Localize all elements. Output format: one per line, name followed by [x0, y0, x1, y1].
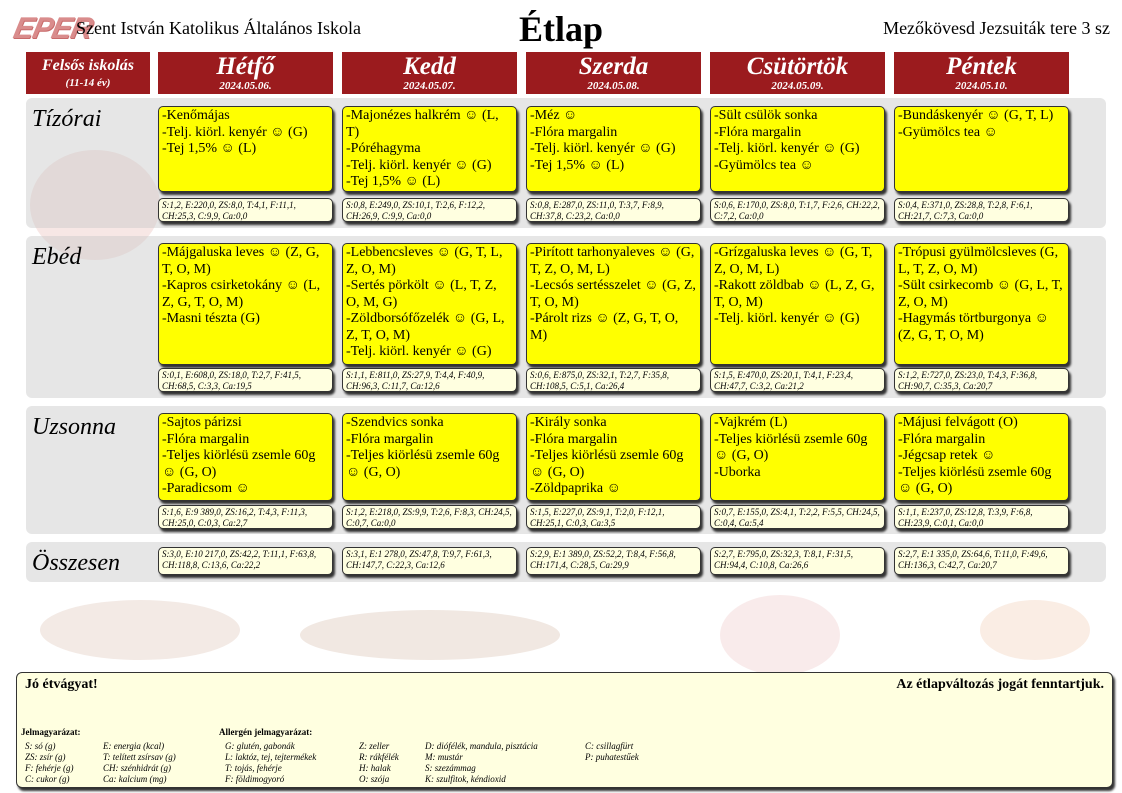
meal-item: -Gyümölcs tea ☺: [714, 157, 814, 173]
meal-item: -Lecsós sertésszelet ☺ (G, Z, T, O, M): [530, 278, 696, 310]
allergen-item: K: szulfitok, kéndioxid: [425, 774, 506, 784]
total-nutrition-box: S:2,7, E:1 335,0, ZS:64,6, T:11,0, F:49,6, CH:136,3, C:42,7, Ca:20,7: [894, 547, 1069, 575]
nutrition-box: S:1,2, E:218,0, ZS:9,9, T:2,6, F:8,3, CH:24,5, C:0,7, Ca:0,0: [342, 505, 517, 529]
meal-item: -Sajtos párizsi: [162, 415, 242, 430]
total-nutrition-box: S:3,1, E:1 278,0, ZS:47,8, T:9,7, F:61,3, CH:147,7, C:22,3, Ca:12,6: [342, 547, 517, 575]
meal-item: -Párolt rizs ☺ (Z, G, T, O, M): [530, 311, 679, 343]
meal-item: -Szendvics sonka: [346, 415, 444, 430]
meal-box: [894, 106, 1069, 192]
nutrition-box: S:0,4, E:371,0, ZS:28,8, T:2,8, F:6,1, CH:21,7, C:7,3, Ca:0,0: [894, 198, 1069, 222]
school-name: Szent István Katolikus Általános Iskola: [76, 18, 361, 38]
meal-item: -Telj. kiörl. kenyér ☺ (G): [346, 157, 492, 173]
meal-box: [342, 106, 517, 192]
allergen-item: P: puhatestűek: [585, 752, 639, 762]
day-name: Kedd: [403, 53, 456, 80]
nutrition-box: S:1,5, E:227,0, ZS:9,1, T:2,0, F:12,1, CH:25,1, C:0,3, Ca:3,5: [526, 505, 701, 529]
allergen-item: H: halak: [359, 763, 391, 773]
nutrition-box: S:0,7, E:155,0, ZS:4,1, T:2,2, F:5,5, CH:24,5, C:0,4, Ca:5,4: [710, 505, 885, 529]
meal-item: -Flóra margalin: [162, 431, 250, 447]
total-nutrition-box: S:3,0, E:10 217,0, ZS:42,2, T:11,1, F:63,8, CH:118,8, C:13,6, Ca:22,2: [158, 547, 333, 575]
meal-item: -Grízgaluska leves ☺ (G, T, Z, O, M, L): [714, 245, 873, 277]
day-name: Szerda: [578, 53, 649, 80]
greeting-text: Jó étvágyat!: [25, 677, 98, 692]
day-header-friday: [894, 52, 1069, 94]
legend-column: [25, 741, 73, 785]
meal-item: -Teljes kiörlésü zsemle 60g ☺ (G, O): [346, 448, 500, 480]
meal-item: -Sült csirkecomb ☺ (G, L, T, Z, O, M): [898, 278, 1063, 310]
nutrition-box: S:1,2, E:727,0, ZS:23,0, T:4,3, F:36,8, CH:90,7, C:35,3, Ca:20,7: [894, 368, 1069, 392]
age-range: (11-14 év): [65, 77, 111, 89]
meal-item: -Masni tészta (G): [162, 311, 260, 326]
meal-item: -Póréhagyma: [346, 141, 421, 156]
meal-box: [710, 413, 885, 501]
meal-item: -Telj. kiörl. kenyér ☺ (G): [714, 311, 860, 326]
meal-item: -Vajkrém (L): [714, 415, 788, 430]
meal-item: -Flóra margalin: [898, 431, 986, 447]
meal-item: -Tej 1,5% ☺ (L): [162, 141, 257, 156]
background-food-image: [300, 610, 560, 660]
logo-text: EPER: [10, 12, 96, 45]
meal-item: -Majonézes halkrém ☺ (L, T): [346, 108, 499, 140]
allergen-item: D: diófélék, mandula, pisztácia: [425, 741, 538, 751]
meal-item: -Trópusi gyülmölcsleves (G, L, T, Z, O, M): [898, 245, 1059, 277]
allergen-column: [425, 741, 538, 785]
meal-item: -Májusi felvágott (O): [898, 415, 1018, 430]
day-name: Csütörtök: [746, 53, 849, 80]
nutrition-box: S:1,1, E:237,0, ZS:12,8, T:3,9, F:6,8, CH:23,9, C:0,1, Ca:0,0: [894, 505, 1069, 529]
nutrition-box: S:1,1, E:811,0, ZS:27,9, T:4,4, F:40,9, CH:96,3, C:11,7, Ca:12,6: [342, 368, 517, 392]
meal-item: -Gyümölcs tea ☺: [898, 124, 998, 140]
allergen-item: M: mustár: [425, 752, 463, 762]
meal-item: -Flóra margalin: [530, 124, 618, 140]
footer-panel: [16, 672, 1113, 788]
background-food-image: [980, 600, 1090, 660]
day-header-thursday: [710, 52, 885, 94]
total-nutrition-box: S:2,7, E:795,0, ZS:32,3, T:8,1, F:31,5, CH:94,4, C:10,8, Ca:26,6: [710, 547, 885, 575]
legend-column: [103, 741, 176, 785]
disclaimer-text: Az étlapváltozás jogát fenntartjuk.: [896, 677, 1104, 692]
nutrition-box: S:1,6, E:9 389,0, ZS:16,2, T:4,3, F:11,3, CH:25,0, C:0,3, Ca:2,7: [158, 505, 333, 529]
allergen-column: [585, 741, 639, 763]
allergen-item: O: szója: [359, 774, 390, 784]
nutrition-box: S:0,8, E:249,0, ZS:10,1, T:2,6, F:12,2, CH:26,9, C:9,9, Ca:0,0: [342, 198, 517, 222]
day-header-tuesday: [342, 52, 517, 94]
legend-item: F: fehérje (g): [25, 763, 74, 773]
allergen-item: G: glutén, gabonák: [225, 741, 295, 751]
day-name: Hétfő: [216, 53, 275, 80]
meal-item: -Méz ☺: [530, 108, 578, 123]
meal-item: -Teljes kiörlésü zsemle 60g ☺ (G, O): [898, 464, 1052, 496]
allergen-item: C: csillagfürt: [585, 741, 634, 751]
meal-item: -Uborka: [714, 464, 761, 480]
row-label-ebed: Ebéd: [32, 244, 82, 270]
legend-item: T: telített zsírsav (g): [103, 752, 176, 762]
legend-title: Jelmagyarázat:: [21, 727, 81, 737]
meal-item: -Lebbencsleves ☺ (G, T, L, Z, O, M): [346, 245, 503, 277]
nutrition-box: S:1,5, E:470,0, ZS:20,1, T:4,1, F:23,4, CH:47,7, C:3,2, Ca:21,2: [710, 368, 885, 392]
day-date: 2024.05.08.: [587, 80, 640, 92]
meal-item: -Teljes kiörlésü zsemle 60g ☺ (G, O): [714, 431, 868, 463]
day-date: 2024.05.06.: [219, 80, 272, 92]
page-title: Étlap: [518, 9, 604, 49]
nutrition-box: S:1,2, E:220,0, ZS:8,0, T:4,1, F:11,1, CH:25,3, C:9,9, Ca:0,0: [158, 198, 333, 222]
legend-item: S: só (g): [25, 741, 56, 751]
meal-item: -Telj. kiörl. kenyér ☺ (G): [714, 141, 860, 156]
meal-item: -Tej 1,5% ☺ (L): [346, 174, 441, 189]
legend-item: C: cukor (g): [25, 774, 70, 784]
legend-item: ZS: zsír (g): [25, 752, 66, 762]
total-nutrition-box: S:2,9, E:1 389,0, ZS:52,2, T:8,4, F:56,8, CH:171,4, C:28,5, Ca:29,9: [526, 547, 701, 575]
meal-box: [526, 413, 701, 501]
nutrition-box: S:0,6, E:170,0, ZS:8,0, T:1,7, F:2,6, CH:22,2, C:7,2, Ca:0,0: [710, 198, 885, 222]
background-food-image: [40, 600, 240, 660]
meal-item: -Király sonka: [530, 415, 607, 430]
meal-item: -Teljes kiörlésü zsemle 60g ☺ (G, O): [530, 448, 684, 480]
allergen-legend-title: Allergén jelmagyarázat:: [219, 727, 313, 737]
meal-item: -Májgaluska leves ☺ (Z, G, T, O, M): [162, 245, 320, 277]
meal-item: -Rakott zöldbab ☺ (L, Z, G, T, O, M): [714, 278, 875, 310]
meal-item: -Sült csülök sonka: [714, 108, 818, 123]
allergen-column: [225, 741, 316, 785]
meal-box: [342, 243, 517, 365]
allergen-item: F: földimogyoró: [225, 774, 285, 784]
allergen-item: Z: zeller: [359, 741, 390, 751]
meal-item: -Telj. kiörl. kenyér ☺ (G): [162, 124, 308, 140]
row-label-osszesen: Összesen: [32, 550, 120, 576]
grade-label: Felsős iskolás: [41, 57, 134, 74]
row-label-tizorai: Tízórai: [32, 106, 102, 132]
allergen-item: S: szezámmag: [425, 763, 476, 773]
meal-box: [526, 243, 701, 365]
meal-box: [894, 413, 1069, 501]
meal-item: -Tej 1,5% ☺ (L): [530, 157, 625, 173]
meal-item: -Paradicsom ☺: [162, 481, 250, 496]
nutrition-box: S:0,1, E:608,0, ZS:18,0, T:2,7, F:41,5, CH:68,5, C:3,3, Ca:19,5: [158, 368, 333, 392]
day-date: 2024.05.09.: [771, 80, 824, 92]
meal-item: -Telj. kiörl. kenyér ☺ (G): [530, 141, 676, 156]
day-date: 2024.05.10.: [955, 80, 1008, 92]
meal-item: -Telj. kiörl. kenyér ☺ (G): [346, 344, 492, 359]
meal-item: -Flóra margalin: [714, 124, 802, 140]
meal-item: -Teljes kiörlésü zsemle 60g ☺ (G, O): [162, 448, 316, 480]
row-label-uzsonna: Uzsonna: [32, 414, 117, 440]
allergen-item: R: rákfélék: [359, 752, 399, 762]
meal-item: -Kenőmájas: [162, 108, 230, 123]
meal-box: [710, 243, 885, 365]
allergen-column: [359, 741, 399, 785]
meal-box: [158, 413, 333, 501]
day-name: Péntek: [946, 53, 1017, 80]
day-header-wednesday: [526, 52, 701, 94]
day-date: 2024.05.07.: [403, 80, 456, 92]
legend-item: CH: szénhidrát (g): [103, 763, 171, 773]
meal-box: [158, 243, 333, 365]
meal-item: -Pirított tarhonyaleves ☺ (G, T, Z, O, M, L): [530, 245, 695, 277]
meal-item: -Jégcsap retek ☺: [898, 448, 996, 463]
page-header: [0, 0, 1122, 52]
meal-item: -Zöldpaprika ☺: [530, 481, 621, 496]
meal-item: -Zöldborsófőzelék ☺ (G, L, Z, T, O, M): [346, 311, 505, 343]
meal-item: -Hagymás törtburgonya ☺ (Z, G, T, O, M): [898, 311, 1049, 343]
meal-box: [710, 106, 885, 192]
meal-item: -Flóra margalin: [530, 431, 618, 447]
nutrition-box: S:0,6, E:875,0, ZS:32,1, T:2,7, F:35,8, CH:108,5, C:5,1, Ca:26,4: [526, 368, 701, 392]
meal-box: [158, 106, 333, 192]
allergen-item: T: tojás, fehérje: [225, 763, 282, 773]
meal-item: -Kapros csirketokány ☺ (L, Z, G, T, O, M): [162, 278, 321, 310]
nutrition-box: S:0,8, E:287,0, ZS:11,0, T:3,7, F:8,9, CH:37,8, C:23,2, Ca:0,0: [526, 198, 701, 222]
meal-item: -Flóra margalin: [346, 431, 434, 447]
meal-item: -Bundáskenyér ☺ (G, T, L): [898, 108, 1054, 123]
meal-box: [894, 243, 1069, 365]
allergen-item: L: laktóz, tej, tejtermékek: [225, 752, 317, 762]
legend-item: Ca: kalcium (mg): [103, 774, 167, 784]
meal-item: -Sertés pörkölt ☺ (L, T, Z, O, M, G): [346, 278, 497, 310]
day-header-monday: [158, 52, 333, 94]
legend-item: E: energia (kcal): [103, 741, 165, 751]
meal-box: [526, 106, 701, 192]
meal-box: [342, 413, 517, 501]
school-address: Mezőkövesd Jezsuiták tere 3 sz: [883, 18, 1110, 38]
grade-header: [26, 52, 150, 94]
background-food-image: [720, 595, 840, 675]
